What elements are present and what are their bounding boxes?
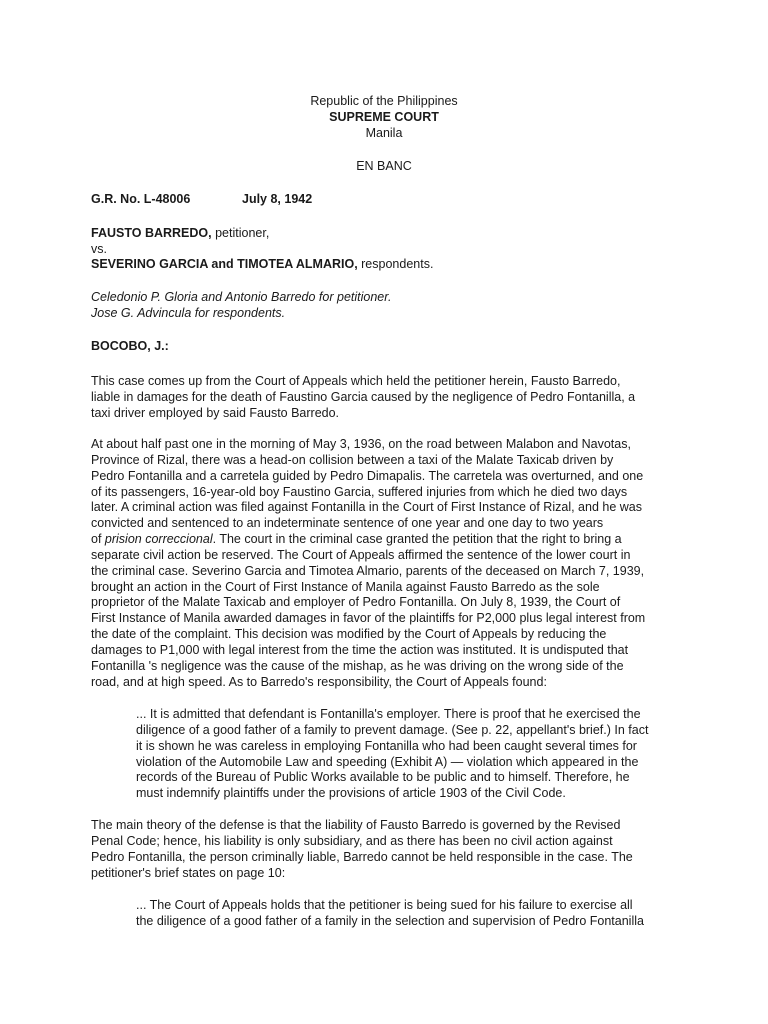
text-of: of <box>91 532 105 547</box>
italic-term: prision correccional <box>104 532 213 547</box>
paragraph-line: Fontanilla 's negligence was the cause of the mishap, as he was driving on the wrong side of the <box>91 658 624 673</box>
paragraph-line: damages to P1,000 with legal interest from the time the action was instituted. It is undisputed that <box>91 642 629 657</box>
paragraph-line: road, and at high speed. As to Barredo's responsibility, the Court of Appeals found: <box>91 674 547 689</box>
paragraph-line: taxi driver employed by said Fausto Barredo. <box>91 405 340 420</box>
header-division: EN BANC <box>356 159 412 173</box>
petitioner-role: petitioner, <box>211 226 270 240</box>
block-quote-1 <box>136 707 681 802</box>
quote-line: must indemnify plaintiffs under the provisions of article 1903 of the Civil Code. <box>136 786 566 801</box>
counsel-petitioner: Celedonio P. Gloria and Antonio Barredo for petitioner. <box>91 290 392 304</box>
paragraph-line: Province of Rizal, there was a head-on collision between a taxi of the Malate Taxicab driven by <box>91 452 614 467</box>
paragraph-line: of its passengers, 16-year-old boy Faustino Garcia, suffered injuries from which he died two days <box>91 484 628 499</box>
header-city: Manila <box>365 126 403 140</box>
header-court: SUPREME COURT <box>329 110 439 124</box>
header-republic: Republic of the Philippines <box>310 94 458 108</box>
paragraph-3 <box>91 818 681 881</box>
paragraph-line: later. A criminal action was filed against Fontanilla in the Court of First Instance of Rizal, and he was <box>91 500 642 515</box>
petitioner-line <box>91 226 269 242</box>
paragraph-line: The main theory of the defense is that the liability of Fausto Barredo is governed by the Revised <box>91 818 621 832</box>
versus: vs. <box>91 242 107 256</box>
ponente: BOCOBO, J.: <box>91 339 169 353</box>
paragraph-line: liable in damages for the death of Faustino Garcia caused by the negligence of Pedro Fontanilla, a <box>91 389 636 404</box>
block-quote-2 <box>136 898 681 930</box>
respondents-names: SEVERINO GARCIA and TIMOTEA ALMARIO, <box>91 257 358 271</box>
quote-line: diligence of a good father of a family to prevent damage. (See p. 22, appellant's brief.) In fact <box>136 722 649 737</box>
case-number: G.R. No. L-48006 <box>91 192 191 206</box>
quote-line: ... The Court of Appeals holds that the petitioner is being sued for his failure to exercise all <box>136 898 633 912</box>
paragraph-line: brought an action in the Court of First Instance of Manila against Fausto Barredo as the sole <box>91 579 600 594</box>
paragraph-1 <box>91 374 681 422</box>
paragraph-line: Penal Code; hence, his liability is only subsidiary, and as there has been no civil action against <box>91 833 613 848</box>
paragraph-line: the criminal case. Severino Garcia and Timotea Almario, parents of the deceased on March 7, 1939, <box>91 563 645 578</box>
respondents-line <box>91 257 433 273</box>
paragraph-line: First Instance of Manila awarded damages in favor of the plaintiffs for P2,000 plus legal interest from <box>91 611 646 626</box>
quote-line: it is shown he was careless in employing Fontanilla who had been caught several times for <box>136 738 637 753</box>
paragraph-line: petitioner's brief states on page 10: <box>91 865 286 880</box>
paragraph-line: This case comes up from the Court of Appeals which held the petitioner herein, Fausto Barredo, <box>91 374 621 388</box>
quote-line: records of the Bureau of Public Works available to be public and to himself. Therefore, he <box>136 770 630 785</box>
paragraph-line: proprietor of the Malate Taxicab and employer of Pedro Fontanilla. On July 8, 1939, the Court of <box>91 595 621 610</box>
respondents-role: respondents. <box>357 257 434 271</box>
paragraph-line: convicted and sentenced to an indeterminate sentence of one year and one day to two years <box>91 516 604 531</box>
counsel-respondents: Jose G. Advincula for respondents. <box>91 306 286 320</box>
quote-line: ... It is admitted that defendant is Fontanilla's employer. There is proof that he exercised the <box>136 707 641 721</box>
paragraph-line: separate civil action be reserved. The Court of Appeals affirmed the sentence of the lower court in <box>91 547 631 562</box>
paragraph-line: Pedro Fontanilla and a carretela guided by Pedro Dimapalis. The carretela was overturned, and one <box>91 468 644 483</box>
paragraph-line: the date of the complaint. This decision was modified by the Court of Appeals by reducing the <box>91 627 607 642</box>
text-after-term: . The court in the criminal case granted the petition that the right to bring a <box>212 532 622 547</box>
quote-line: violation of the Automobile Law and speeding (Exhibit A) — violation which appeared in the <box>136 754 639 769</box>
quote-line: the diligence of a good father of a family in the selection and supervision of Pedro Fontanilla <box>136 913 644 928</box>
paragraph-2 <box>91 437 681 691</box>
paragraph-line: At about half past one in the morning of May 3, 1936, on the road between Malabon and Navotas, <box>91 437 631 451</box>
paragraph-line: Pedro Fontanilla, the person criminally liable, Barredo cannot be held responsible in the case. The <box>91 849 633 864</box>
petitioner-name: FAUSTO BARREDO, <box>91 226 212 240</box>
case-date: July 8, 1942 <box>242 192 313 206</box>
paragraph-line-mixed <box>91 532 681 548</box>
